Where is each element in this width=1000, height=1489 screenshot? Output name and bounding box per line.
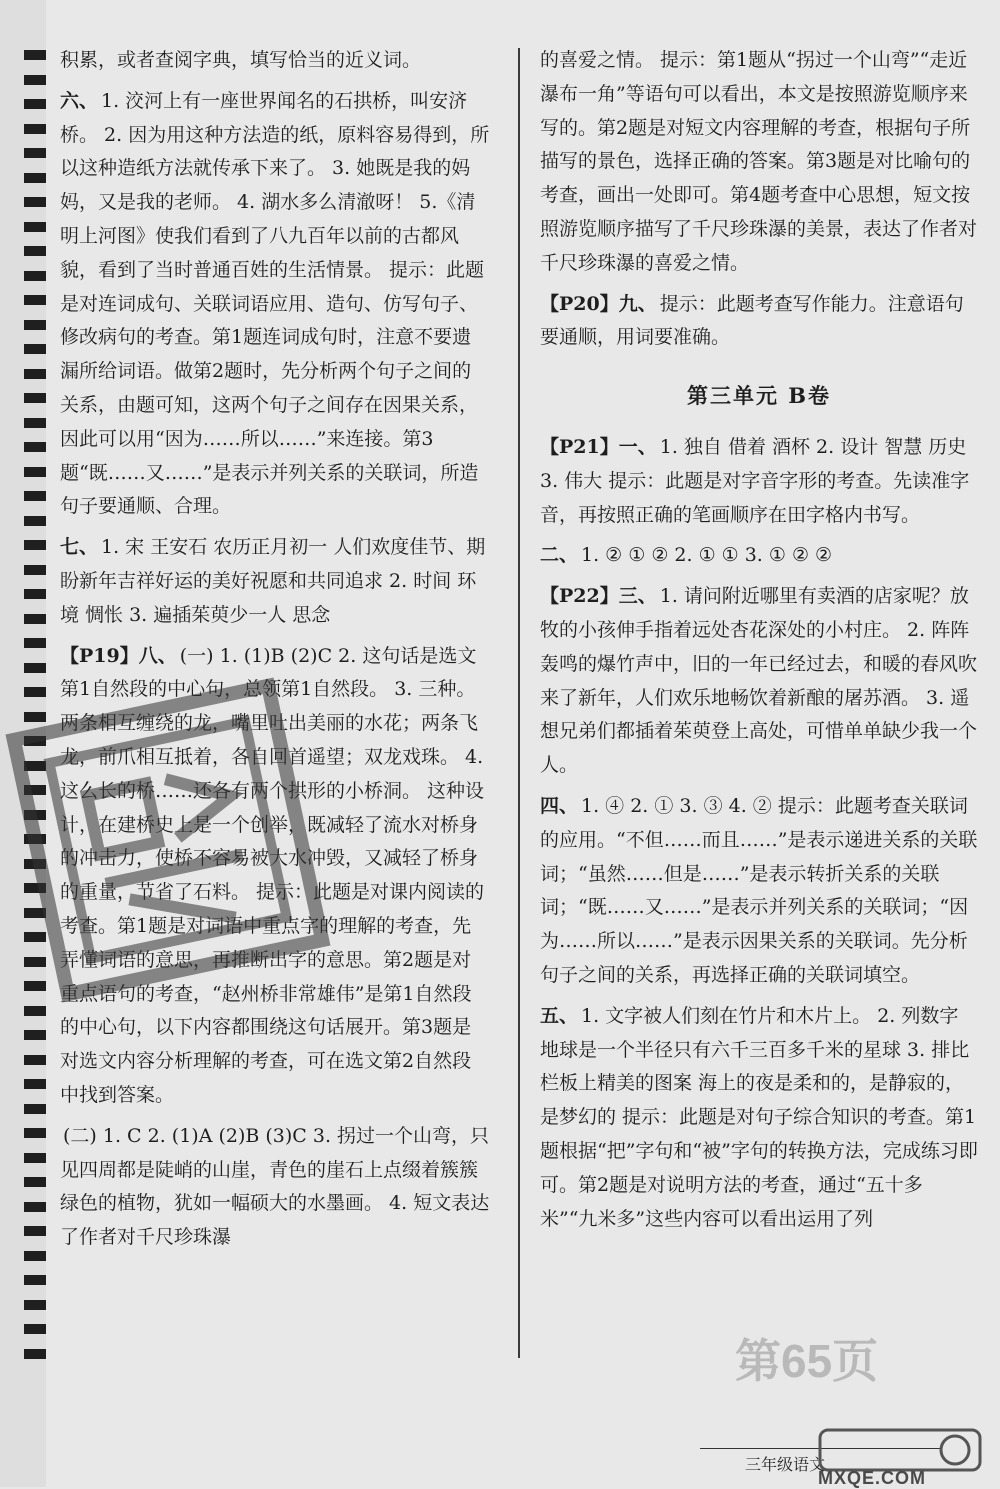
binding-hole — [24, 491, 46, 501]
binding-hole — [24, 1128, 46, 1138]
stamp-graphic — [0, 662, 346, 1018]
paragraph-text: 1. 独自 借着 酒杯 2. 设计 智慧 历史 3. 伟大 提示：此题是对字音字形的考查。先读准字音，再按照正确的笔画顺序在田字格内书写。 — [540, 435, 970, 526]
binding-hole — [24, 1177, 46, 1187]
binding-hole — [24, 687, 46, 697]
binding-hole — [24, 75, 46, 85]
paragraph-text: 1. ② ① ② 2. ① ① 3. ① ② ② — [581, 544, 833, 567]
binding-hole — [24, 246, 46, 256]
paragraph-text: 的喜爱之情。 提示：第1题从“拐过一个山弯”“走近瀑布一角”等语句可以看出，本文是按照游览顺序来写的。第2题是对短文内容理解的考查，根据句子所描写的景色，选择正确的答案。第3题是对比喻句的考查，画出一处即可。第4题考查中心思想，短文按照游览顺序描写了千尺珍珠瀑的美景，表达了作者对千尺珍珠瀑的喜爱之情。 — [540, 49, 978, 274]
question-tag: 四、 — [540, 794, 579, 817]
binding-hole — [24, 565, 46, 575]
question-tag: 【P22】三、 — [540, 585, 657, 608]
paragraph-text: (二) 1. C 2. (1)A (2)B (3)C 3. 拐过一个山弯，只见四周都是陡峭的山崖，青色的崖石上点缀着簇簇绿色的植物，犹如一幅硕大的水墨画。 4. 短文表达了作者对千尺珍珠瀑 — [60, 1124, 490, 1249]
binding-hole — [24, 1226, 46, 1236]
binding-hole — [24, 393, 46, 403]
question-tag: 【P21】一、 — [540, 435, 657, 458]
paragraph — [540, 790, 978, 993]
paragraph-text: 积累，或者查阅字典，填写恰当的近义词。 — [60, 49, 422, 71]
paragraph — [540, 539, 978, 573]
binding-hole — [24, 222, 46, 232]
right-column — [540, 44, 978, 1243]
binding-hole — [24, 614, 46, 624]
binding-hole — [24, 663, 46, 673]
binding-hole — [24, 1104, 46, 1114]
question-tag: 【P20】九、 — [540, 292, 657, 315]
binding-hole — [24, 1079, 46, 1089]
binding-hole — [24, 99, 46, 109]
paragraph — [540, 44, 978, 281]
binding-hole — [24, 638, 46, 648]
binding-hole — [24, 197, 46, 207]
question-tag: 七、 — [60, 536, 99, 559]
binding-hole — [24, 467, 46, 477]
question-tag: 【P19】八、 — [60, 644, 177, 667]
binding-hole — [24, 1055, 46, 1065]
binding-hole — [24, 1300, 46, 1310]
paragraph — [540, 288, 978, 356]
paragraph — [60, 1120, 490, 1255]
binding-hole — [24, 148, 46, 158]
binding-hole — [24, 1006, 46, 1016]
binding-hole — [24, 418, 46, 428]
binding-hole — [24, 320, 46, 330]
paragraph-text: 1. 文字被人们刻在竹片和木片上。 2. 列数字 地球是一个半径只有六千三百多千米的星球 3. 排比 栏板上精美的图案 海上的夜是柔和的，是静寂的，是梦幻的 提示：此题是对句子综合知识的考查。第1题根据“把”字句和“被”字句的转换方法，完成练习即可。第2题是对说明方法的考查，通过“五十多米”“九米多”这些内容可以看出运用了列 — [540, 1004, 978, 1230]
paragraph-text: 1. 请问附近哪里有卖酒的店家呢？放牧的小孩伸手指着远处杏花深处的小村庄。 2. 阵阵轰鸣的爆竹声中，旧的一年已经过去，和暖的春风吹来了新年，人们欢乐地畅饮着新酿的屠苏酒。 3. 遥想兄弟们都插着茱萸登上高处，可惜单单缺少我一个人。 — [540, 585, 978, 777]
binding-hole — [24, 540, 46, 550]
binding-hole — [24, 1324, 46, 1334]
binding-hole — [24, 1275, 46, 1285]
question-tag: 六、 — [60, 89, 99, 112]
binding-hole — [24, 442, 46, 452]
question-tag: 五、 — [540, 1004, 579, 1027]
paragraph-text: 提示：此题考查写作能力。注意语句要通顺，用词要准确。 — [540, 292, 964, 349]
binding-hole — [24, 516, 46, 526]
paragraph — [60, 44, 490, 78]
binding-hole — [24, 271, 46, 281]
paragraph — [540, 580, 978, 783]
question-tag: 二、 — [540, 544, 579, 567]
paragraph-text: (一) 1. (1)B (2)C 2. 这句话是选文第1自然段的中心句，总领第1自然段。 3. 三种。两条相互缠绕的龙，嘴里吐出美丽的水花；两条飞龙，前爪相互抵着，各自回首遥望；双龙戏珠。 4. 这么长的桥……还各有两个拱形的小桥洞。 这种设计，在建桥史上是一个创举，既减轻了流水对桥身的冲击力，使桥不容易被大水冲毁，又减轻了桥身的重量，节省了石料。 提示：此题是对课内阅读的考查。第1题是对词语中重点字的理解的考查，先弄懂词语的意思，再推断出字的意思。第2题是对重点语句的考查，“赵州桥非常雄伟”是第1自然段的中心句，以下内容都围绕这句话展开。第3题是对选文内容分析理解的考查，可在选文第2自然段中找到答案。 — [60, 644, 485, 1106]
binding-hole — [24, 981, 46, 991]
paragraph — [60, 531, 490, 632]
paragraph — [540, 431, 978, 532]
binding-hole — [24, 173, 46, 183]
paragraph — [540, 1000, 978, 1237]
footer-grade: 三年级语文 — [745, 1455, 826, 1474]
binding-hole — [24, 1349, 46, 1359]
column-divider — [518, 48, 520, 1358]
paragraph-text: 1. 洨河上有一座世界闻名的石拱桥，叫安济桥。 2. 因为用这种方法造的纸，原料容易得到，所以这种造纸方法就传承下来了。 3. 她既是我的妈妈，又是我的老师。 4. 湖水多么清澈呀！ 5.《清明上河图》使我们看到了八九百年以前的古都风貌，看到了当时普通百姓的生活情景。 提示：此题是对连词成句、关联词语应用、造句、仿写句子、修改病句的考查。第1题连词成句时，注意不要遗漏所给词语。做第2题时，先分析两个句子之间的关系，由题可知，这两个句子之间存在因果关系，因此可以用“因为……所以……”来连接。第3题“既……又……”是表示并列关系的关联词，所造句子要通顺、合理。 — [60, 89, 490, 518]
watermark-text: MXQE.COM — [818, 1468, 927, 1488]
section-title: 第三单元 B卷 — [686, 383, 832, 409]
paragraph-text: 1. 宋 王安石 农历正月初一 人们欢度佳节、期盼新年吉祥好运的美好祝愿和共同追求 2. 时间 环境 惆怅 3. 遍插茱萸少一人 思念 — [60, 536, 486, 626]
binding-hole — [24, 295, 46, 305]
left-column — [60, 44, 490, 1262]
binding-hole — [24, 50, 46, 60]
binding-hole — [24, 344, 46, 354]
binding-hole — [24, 369, 46, 379]
binding-hole — [24, 589, 46, 599]
binding-hole — [24, 1153, 46, 1163]
binding-hole — [24, 1202, 46, 1212]
page-number: 第65页 — [735, 1335, 879, 1387]
binding-hole — [24, 1251, 46, 1261]
binding-hole — [24, 1030, 46, 1040]
binding-hole — [24, 124, 46, 134]
paragraph — [60, 85, 490, 524]
paragraph-text: 1. ④ 2. ① 3. ③ 4. ② 提示：此题考查关联词的应用。“不但……而且……”是表示递进关系的关联词；“虽然……但是……”是表示转折关系的关联词；“既……又……”是表示并列关系的关联词；“因为……所以……”是表示因果关系的关联词。先分析句子之间的关系，再选择正确的关联词填空。 — [540, 794, 978, 986]
